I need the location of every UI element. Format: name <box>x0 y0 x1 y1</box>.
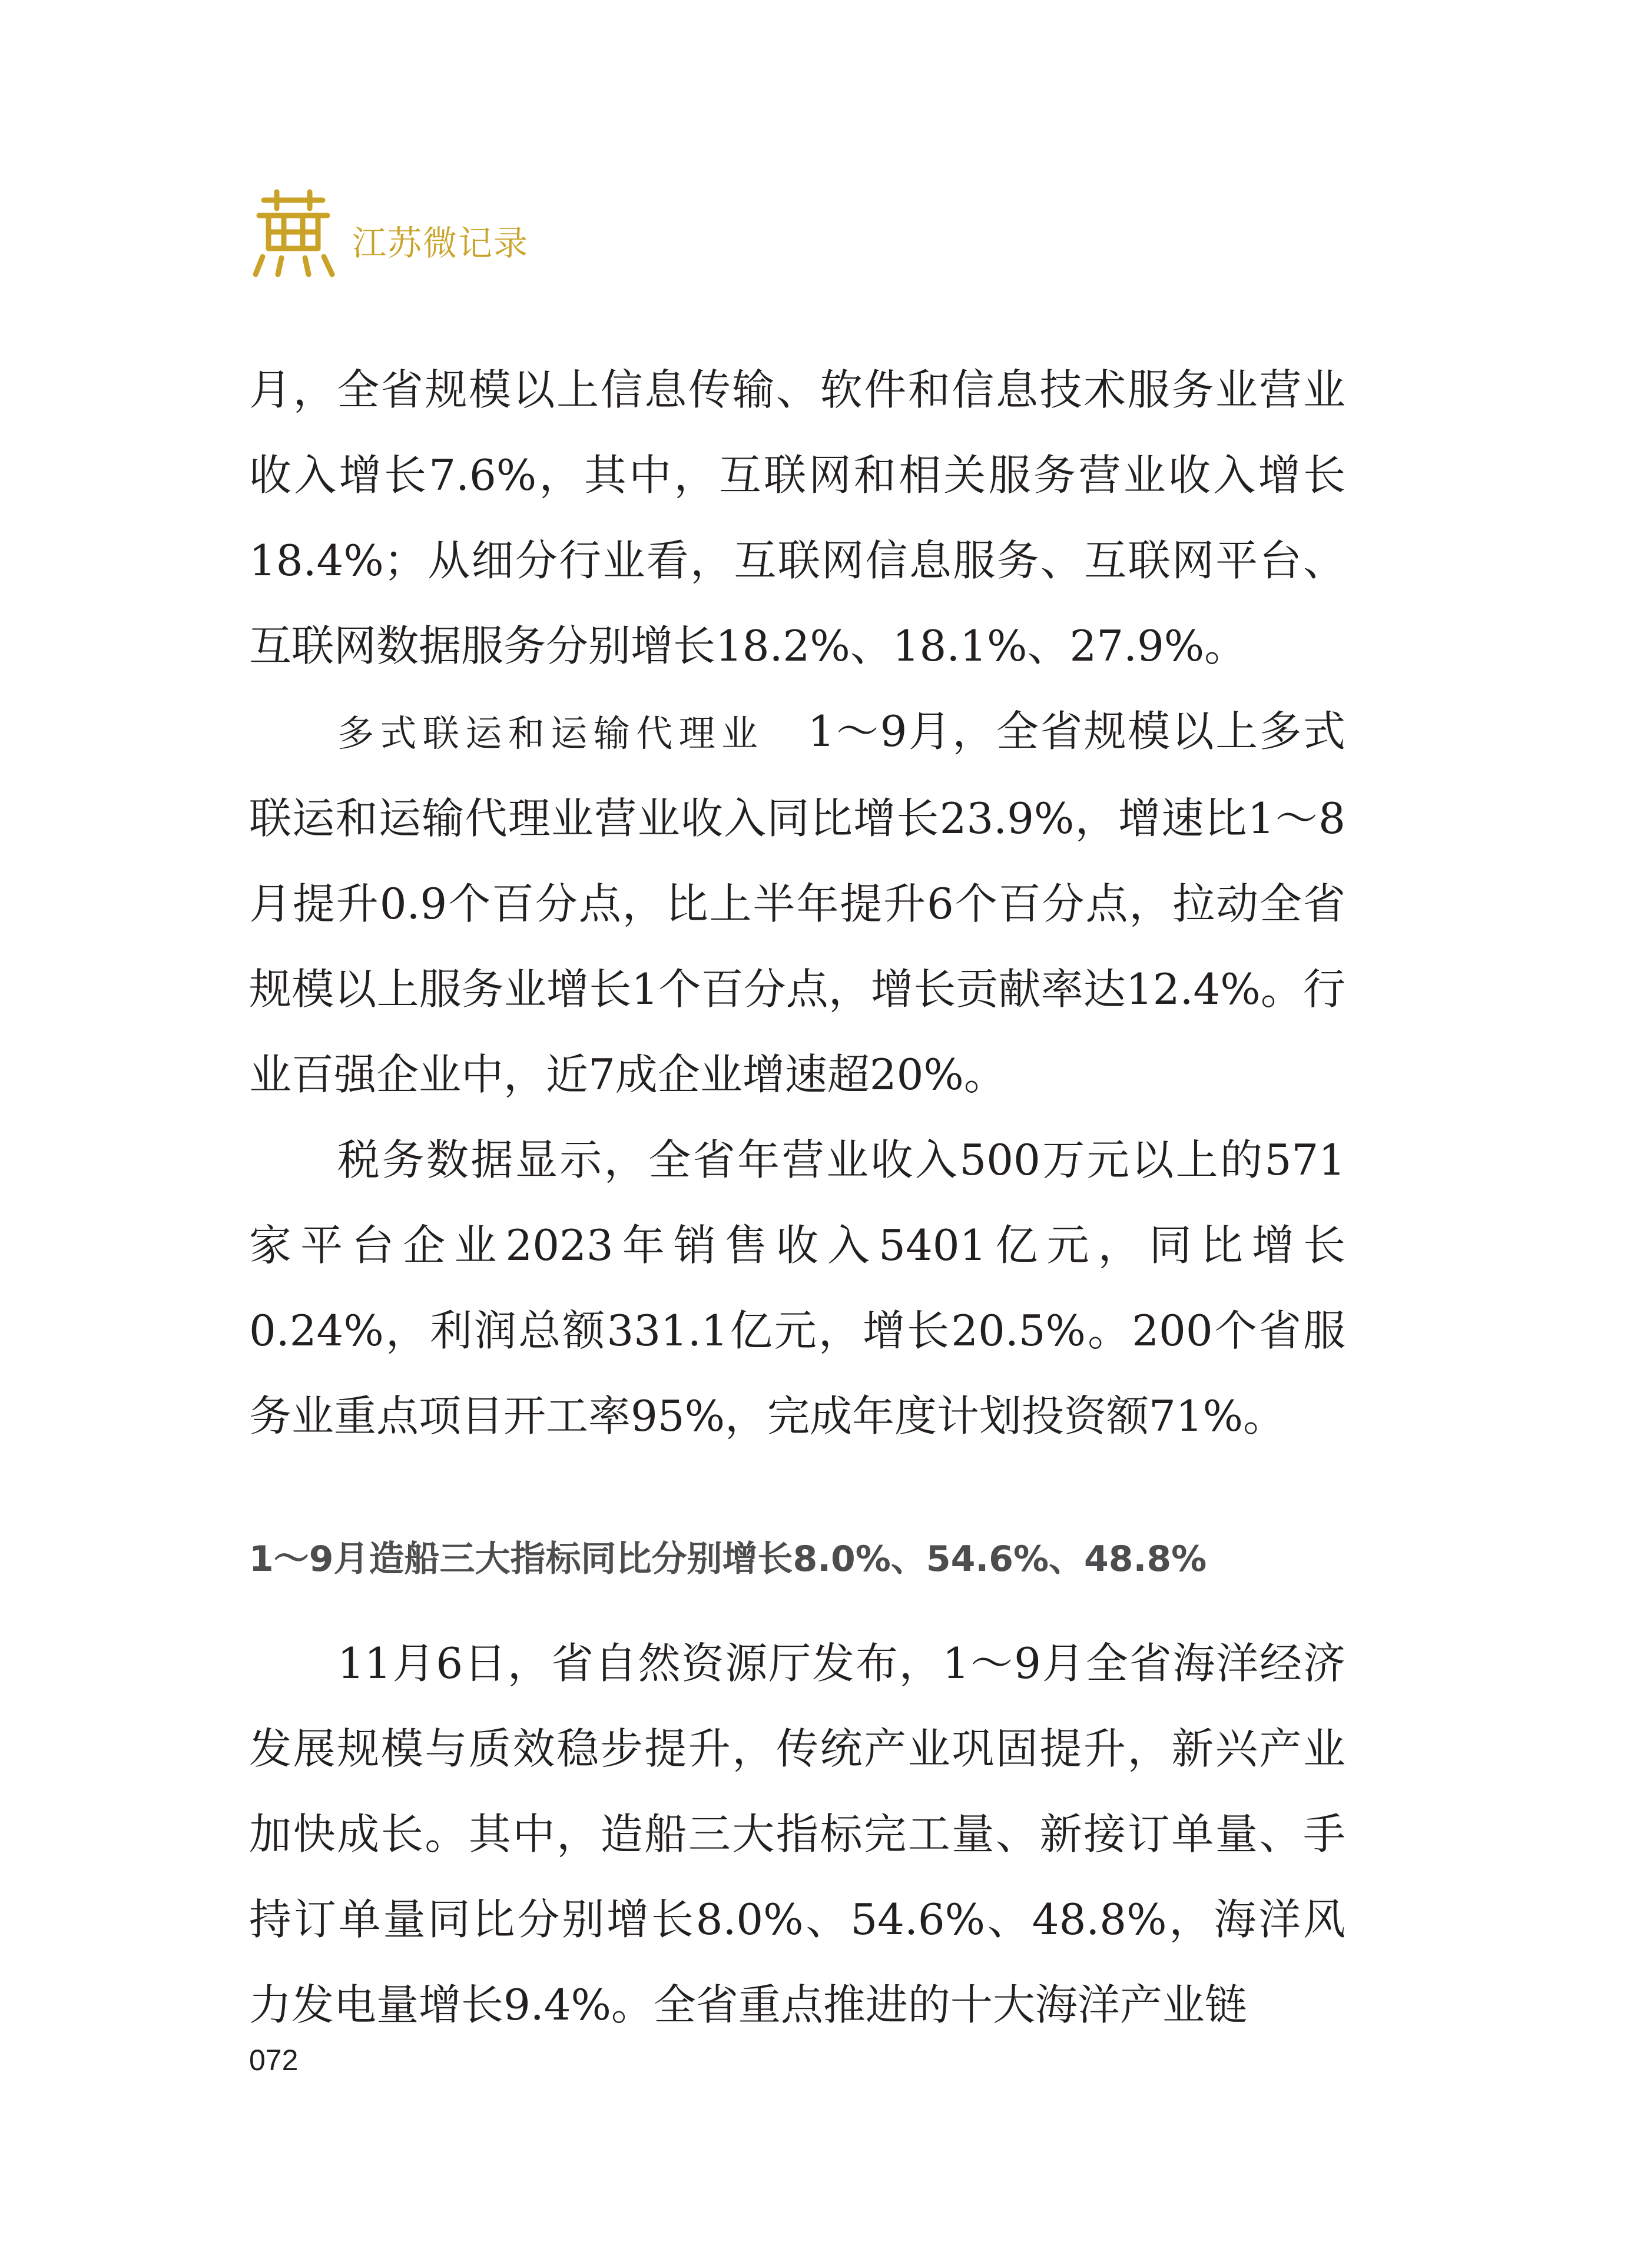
paragraph-lead-gap <box>764 707 808 756</box>
brand-title: 江苏微记录 <box>352 223 529 263</box>
page-header <box>246 187 529 281</box>
paragraph-continued: 月，全省规模以上信息传输、软件和信息技术服务业营业收入增长7.6%，其中，互联网和相关服务营业收入增长18.4%；从细分行业看，互联网信息服务、互联网平台、互联网数据服务分别增长18.2%、18.1%、27.9%。 <box>249 365 1345 671</box>
section-heading: 1～9月造船三大指标同比分别增长8.0%、54.6%、48.8% <box>249 1538 1207 1580</box>
jiangsu-emblem-icon <box>246 187 340 281</box>
paragraph-lead: 多式联运和运输代理业 <box>337 712 764 755</box>
paragraph-multimodal-transport <box>249 689 1345 1118</box>
article-body <box>249 347 1345 2048</box>
paragraph-tax-data: 税务数据显示，全省年营业收入500万元以上的571家平台企业2023年销售收入5401亿元，同比增长0.24%，利润总额331.1亿元，增长20.5%。200个省服务业重点项目开工率95%，完成年度计划投资额71%。 <box>249 1135 1345 1441</box>
paragraph-body: 1～9月，全省规模以上多式联运和运输代理业营业收入同比增长23.9%，增速比1～8月提升0.9个百分点，比上半年提升6个百分点，拉动全省规模以上服务业增长1个百分点，增长贡献率达12.4%。行业百强企业中，近7成企业增速超20%。 <box>249 707 1345 1099</box>
paragraph-marine-economy: 11月6日，省自然资源厅发布，1～9月全省海洋经济发展规模与质效稳步提升，传统产业巩固提升，新兴产业加快成长。其中，造船三大指标完工量、新接订单量、手持订单量同比分别增长8.0%、54.6%、48.8%，海洋风力发电量增长9.4%。全省重点推进的十大海洋产业链 <box>249 1639 1345 2030</box>
page-number: 072 <box>249 2044 299 2077</box>
